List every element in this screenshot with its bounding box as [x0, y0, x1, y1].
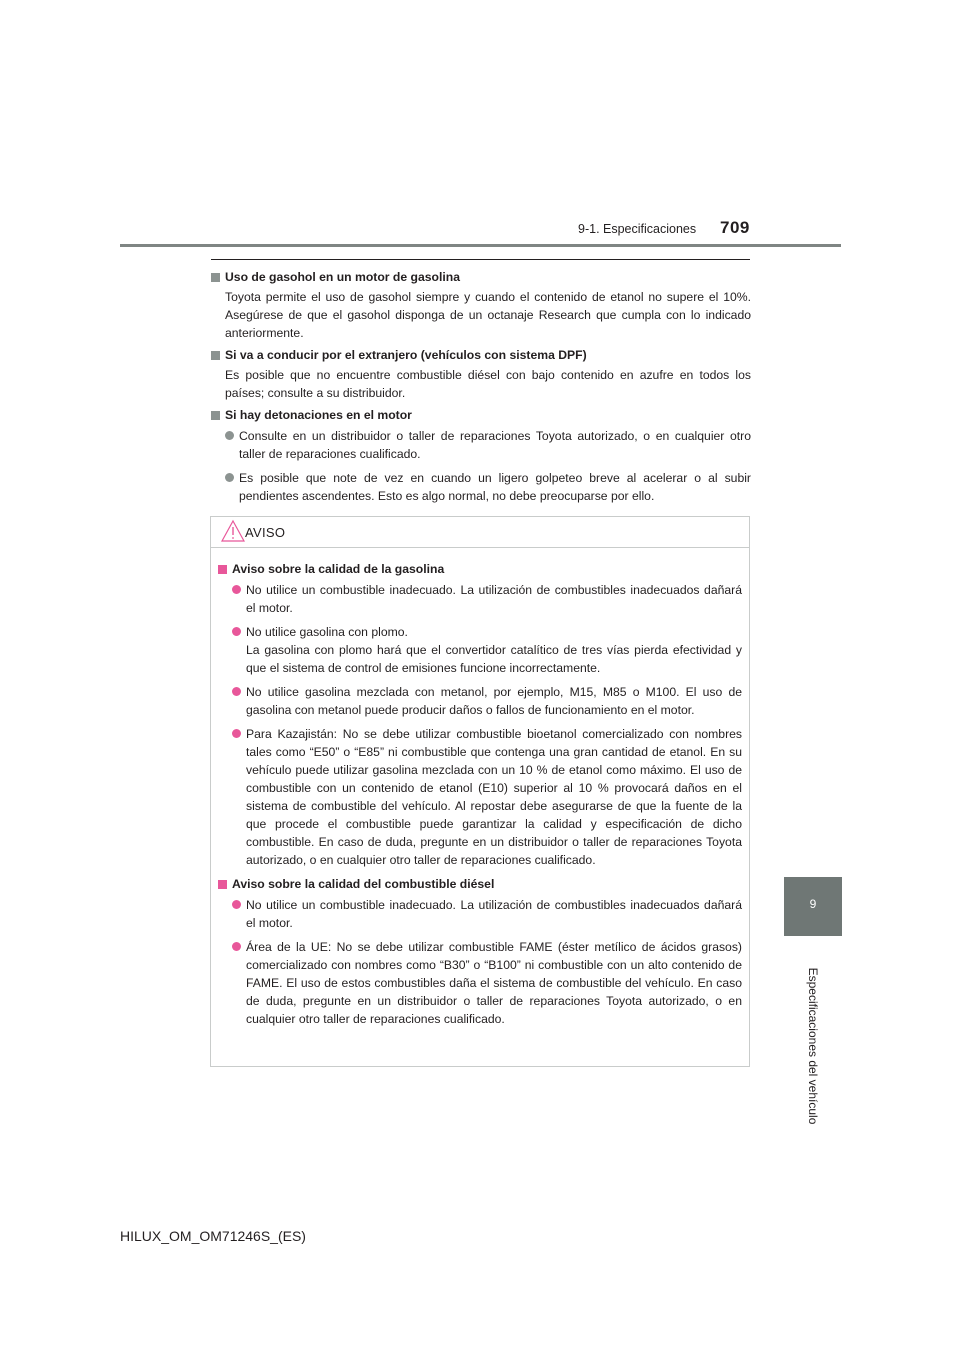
list-item: Para Kazajistán: No se debe utilizar combustible bioetanol comercializado con nombres tales como “E50” o “E85” ni combustible que contenga una gran cantidad de etanol. En su vehículo puede utilizar gasolina mezclada con un 10 % de etanol como máximo. El uso de combustible con un contenido de etanol (E10) superior al 10 % provocará daños en el sistema de combustible del vehículo. Al repostar debe asegurarse de que la fuente de la que procede el combustible puede garantizar la calidad y especificación de dicho combustible. En caso de duda, pregunte en un distribuidor o taller de reparaciones Toyota autorizado, o en cualquier otro taller de reparaciones cualificado.	[232, 725, 742, 869]
warning-header	[211, 517, 749, 548]
chapter-label: Especificaciones del vehículo	[806, 967, 820, 1125]
square-bullet-icon	[211, 351, 220, 360]
section-paragraph: Es posible que no encuentre combustible diésel con bajo contenido en azufre en todos los países; consulte a su distribuidor.	[225, 368, 751, 400]
main-content	[211, 268, 751, 511]
list-item: Consulte en un distribuidor o taller de reparaciones Toyota autorizado, o en cualquier otro taller de reparaciones cualificado.	[225, 427, 751, 463]
section-heading: Uso de gasohol en un motor de gasolina	[225, 270, 460, 284]
square-bullet-icon	[211, 411, 220, 420]
square-bullet-icon	[211, 273, 220, 282]
round-bullet-icon	[232, 627, 241, 636]
round-bullet-icon	[232, 729, 241, 738]
list-item: No utilice gasolina mezclada con metanol, por ejemplo, M15, M85 o M100. El uso de gasolina con metanol puede producir daños o fallos de funcionamiento en el motor.	[232, 683, 742, 719]
chapter-number: 9	[809, 897, 817, 911]
section-abroad	[211, 346, 751, 402]
round-bullet-icon	[232, 687, 241, 696]
section-knocking	[211, 406, 751, 505]
section-heading: Si va a conducir por el extranjero (vehículos con sistema DPF)	[225, 348, 587, 362]
square-bullet-icon	[218, 880, 227, 889]
document-code: HILUX_OM_OM71246S_(ES)	[120, 1228, 306, 1244]
list-item: Es posible que note de vez en cuando un ligero golpeteo breve al acelerar o al subir pendientes ascendentes. Esto es algo normal, no debe preocuparse por ello.	[225, 469, 751, 505]
warning-box	[210, 516, 750, 1067]
square-bullet-icon	[218, 565, 227, 574]
page-number: 709	[720, 218, 750, 237]
list-item: No utilice un combustible inadecuado. La utilización de combustibles inadecuados dañará el motor.	[232, 896, 742, 932]
warning-title: AVISO	[245, 525, 286, 540]
section-gasohol	[211, 268, 751, 342]
warning-body	[211, 548, 749, 1028]
body-rule	[211, 259, 750, 260]
round-bullet-icon	[232, 900, 241, 909]
round-bullet-icon	[232, 585, 241, 594]
warning-heading: Aviso sobre la calidad de la gasolina	[232, 562, 445, 576]
section-heading: Si hay detonaciones en el motor	[225, 408, 412, 422]
list-item: Área de la UE: No se debe utilizar combustible FAME (éster metílico de ácidos grasos) comercializado con nombres como “B30” o “B100” ni combustible con un alto contenido de FAME. El uso de estos combustibles daña el sistema de combustible del vehículo. En caso de duda, pregunte en un distribuidor o taller de reparaciones Toyota autorizado, o en cualquier otro taller de reparaciones cualificado.	[232, 938, 742, 1028]
round-bullet-icon	[232, 942, 241, 951]
list-item: No utilice gasolina con plomo. La gasolina con plomo hará que el convertidor catalítico de tres vías pierda efectividad y que el sistema de control de emisiones funcione incorrectamente.	[232, 623, 742, 677]
warning-triangle-icon	[221, 519, 245, 543]
section-paragraph: Toyota permite el uso de gasohol siempre y cuando el contenido de etanol no supere el 10%. Asegúrese de que el gasohol disponga de un octanaje Research que cumpla con lo indicado anteriormente.	[225, 290, 751, 340]
list-item: No utilice un combustible inadecuado. La utilización de combustibles inadecuados dañará el motor.	[232, 581, 742, 617]
warning-heading: Aviso sobre la calidad del combustible diésel	[232, 877, 495, 891]
section-title: 9-1. Especificaciones	[578, 222, 697, 236]
header-rule	[120, 244, 841, 247]
round-bullet-icon	[225, 431, 234, 440]
round-bullet-icon	[225, 473, 234, 482]
